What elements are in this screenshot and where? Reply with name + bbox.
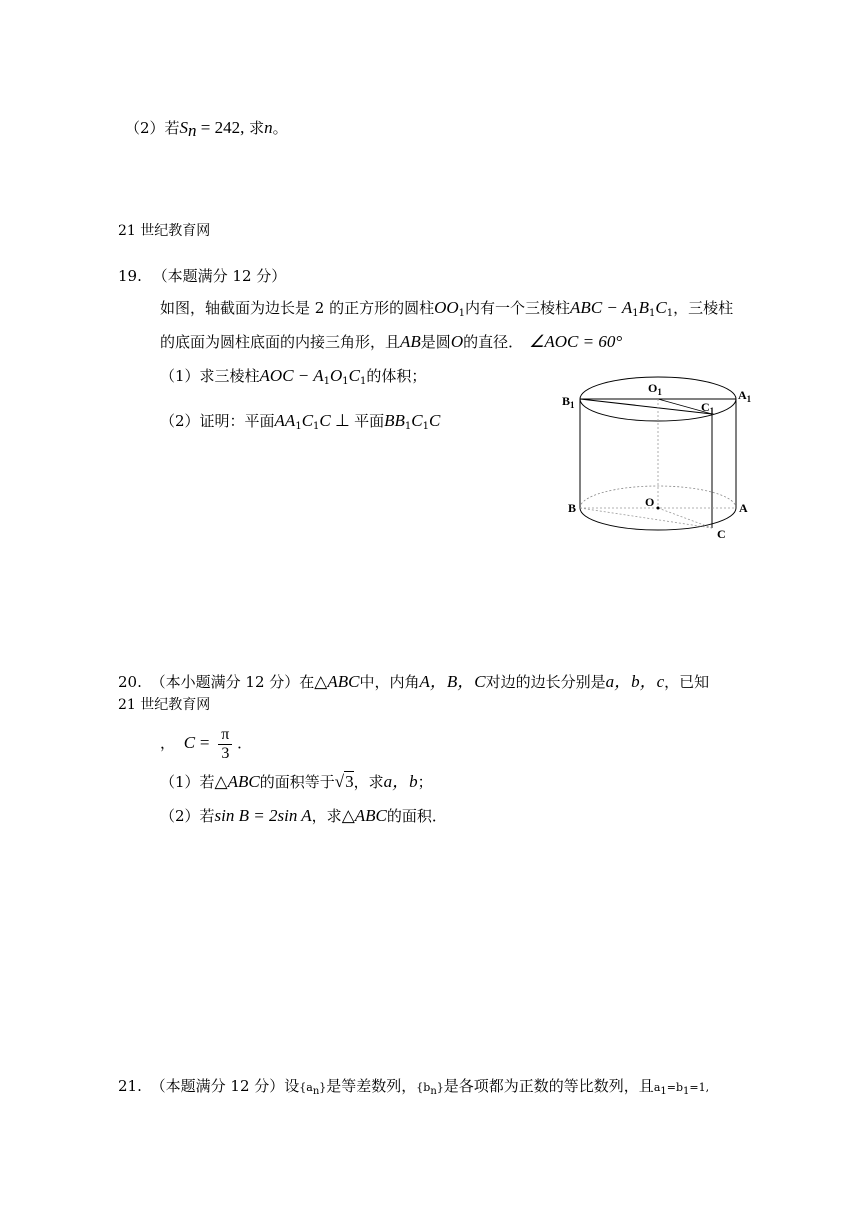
o-c-dashed xyxy=(658,508,712,528)
label-o1: $O_1$ xyxy=(648,381,662,397)
q19-score: （本题满分 12 分） xyxy=(152,267,287,285)
q20-line1: 20. （本小题满分 12 分）在△ABC中，内角A，B，C对边的边长分别是a，b，c，已知 xyxy=(118,672,710,691)
label-b: B xyxy=(568,501,577,515)
q19-number: 19. xyxy=(118,267,142,285)
q20-number: 20. xyxy=(118,673,142,691)
q19-header xyxy=(118,266,286,286)
label-o: O xyxy=(645,495,655,509)
sqrt-3: √3 xyxy=(334,772,354,791)
pi-over-3-fraction: $\frac{\pi}{3}$ xyxy=(218,726,232,763)
b-c-dashed xyxy=(580,508,712,528)
label-a1: $A_1$ xyxy=(738,388,752,404)
q20-part1: （1）若△ABC的面积等于√3，求a，b； xyxy=(160,772,433,791)
q21-number: 21. xyxy=(118,1077,142,1095)
q20-part2: （2）若sin B = 2sin A，求△ABC的面积． xyxy=(160,806,447,825)
label-b1: $B_1$ xyxy=(562,394,575,410)
watermark-text: 21 世纪教育网 xyxy=(118,223,211,239)
q21-line1: 21. （本题满分 12 分）设$\{a_n\}$是等差数列，$\{b_n\}$是各项都为正数的等比数列，且$a_1=b_1=1$, xyxy=(118,1077,710,1097)
label-c1: $C_1$ xyxy=(701,400,715,416)
q18-part2: （2）若$S_n = 242$, 求n。 xyxy=(125,118,288,140)
q18-S: S xyxy=(179,118,189,137)
label-a: A xyxy=(739,501,748,515)
label-c: C xyxy=(717,527,726,541)
q20-condition: ， C = $\frac{\pi}{3}$ ． xyxy=(160,725,253,762)
q19-line2: 的底面为圆柱底面的内接三角形，且AB是圆O的直径． ∠AOC = 60° xyxy=(160,332,623,351)
watermark-text-2: 21 世纪教育网 xyxy=(118,697,211,713)
bottom-ellipse-front xyxy=(580,508,736,530)
cylinder-prism-figure xyxy=(560,372,760,542)
b1-c1 xyxy=(580,399,712,414)
q19-line1: 如图，轴截面为边长是 2 的正方形的圆柱$OO_1$内有一个三棱柱ABC − $A_1B_1C_1$，三棱柱 xyxy=(160,298,734,319)
q19-part2: （2）证明：平面$AA_1C_1C$ ⊥ 平面$BB_1C_1C$ xyxy=(160,411,441,432)
q19-part1: （1）求三棱柱AOC − $A_1O_1C_1$的体积； xyxy=(160,366,427,387)
point-o xyxy=(657,507,660,510)
